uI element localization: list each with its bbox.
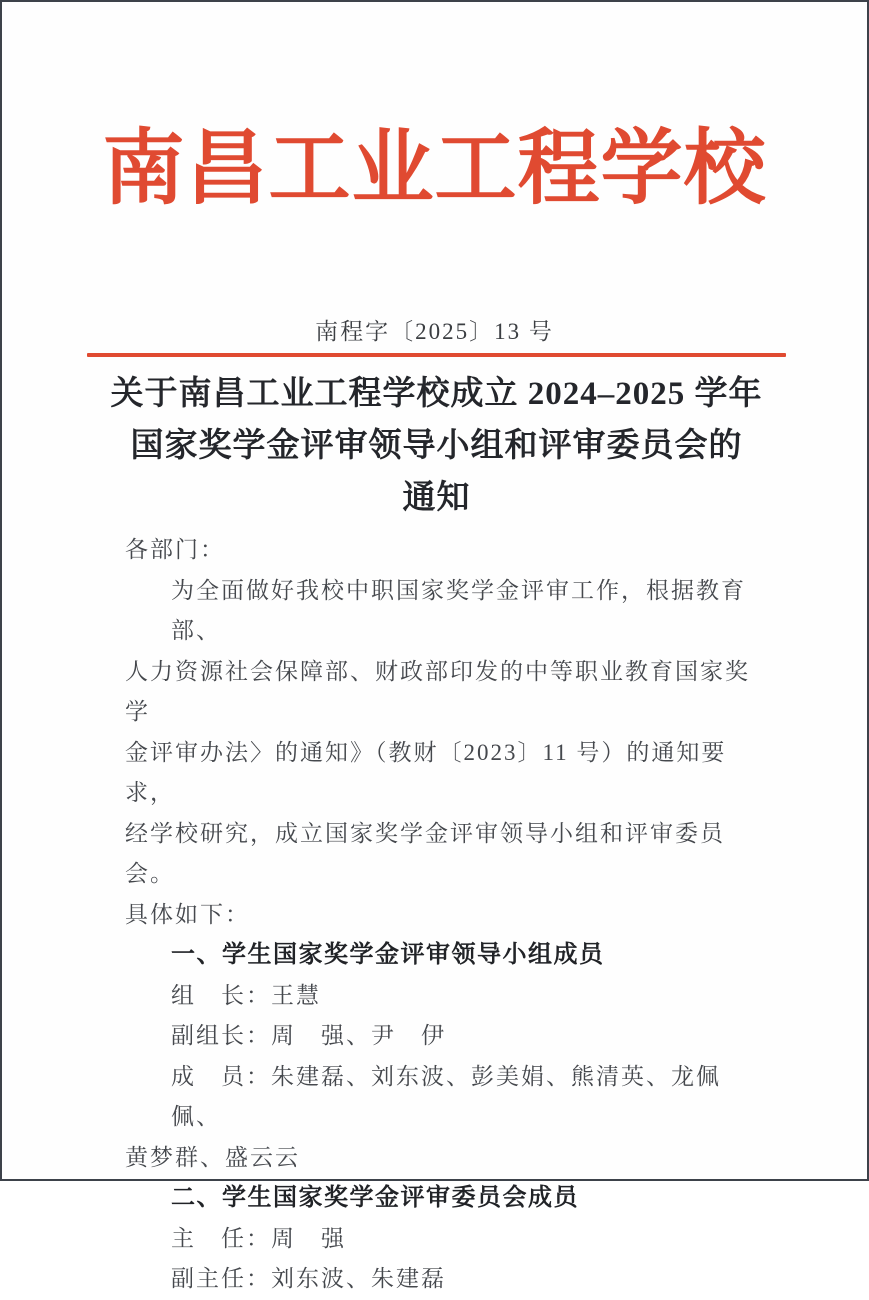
member-row-members-continued [125, 1138, 751, 1179]
notice-title [62, 368, 811, 524]
member-row-leader [125, 976, 751, 1017]
body-line: 人力资源社会保障部、财政部印发的中等职业教育国家奖学 [125, 658, 750, 724]
member-names: 周 强 [271, 1225, 346, 1251]
member-names: 周 强、尹 伊 [271, 1023, 446, 1048]
salutation: 各部门： [125, 537, 225, 562]
member-names: 王慧 [271, 982, 321, 1008]
notice-title-line-3: 通知 [402, 480, 471, 516]
body-line: 为全面做好我校中职国家奖学金评审工作，根据教育部、 [171, 577, 746, 643]
section-1-heading: 一、学生国家奖学金评审领导小组成员 [171, 941, 605, 968]
member-row-deputy-directors [125, 1259, 751, 1300]
role-label: 主 任： [171, 1225, 271, 1251]
notice-title-line-1: 关于南昌工业工程学校成立 2024–2025 学年 [110, 376, 763, 412]
notice-body [125, 530, 751, 1300]
document-number: 南程字〔2025〕13 号 [315, 319, 554, 344]
member-row-director [125, 1219, 751, 1260]
school-letterhead: 南昌工业工程学校 [102, 123, 767, 214]
member-names: 刘东波、朱建磊 [271, 1266, 446, 1291]
notice-title-line-2: 国家奖学金评审领导小组和评审委员会的 [130, 428, 743, 464]
member-row-members [125, 1057, 751, 1138]
section-2-heading: 二、学生国家奖学金评审委员会成员 [171, 1184, 579, 1211]
member-names: 黄梦群、盛云云 [125, 1144, 300, 1170]
body-line: 经学校研究，成立国家奖学金评审领导小组和评审委员会。 [125, 820, 725, 886]
role-label: 组 长： [171, 982, 271, 1008]
member-row-deputy-leaders [125, 1016, 751, 1057]
role-label: 副主任： [171, 1266, 271, 1291]
role-label: 成 员： [171, 1063, 271, 1089]
body-line: 金评审办法〉的通知》（教财〔2023〕11 号）的通知要求， [125, 739, 727, 805]
red-divider-rule [87, 353, 786, 357]
role-label: 副组长： [171, 1023, 271, 1048]
body-line: 具体如下： [125, 901, 250, 927]
member-names: 朱建磊、刘东波、彭美娟、熊清英、龙佩佩、 [171, 1063, 721, 1129]
